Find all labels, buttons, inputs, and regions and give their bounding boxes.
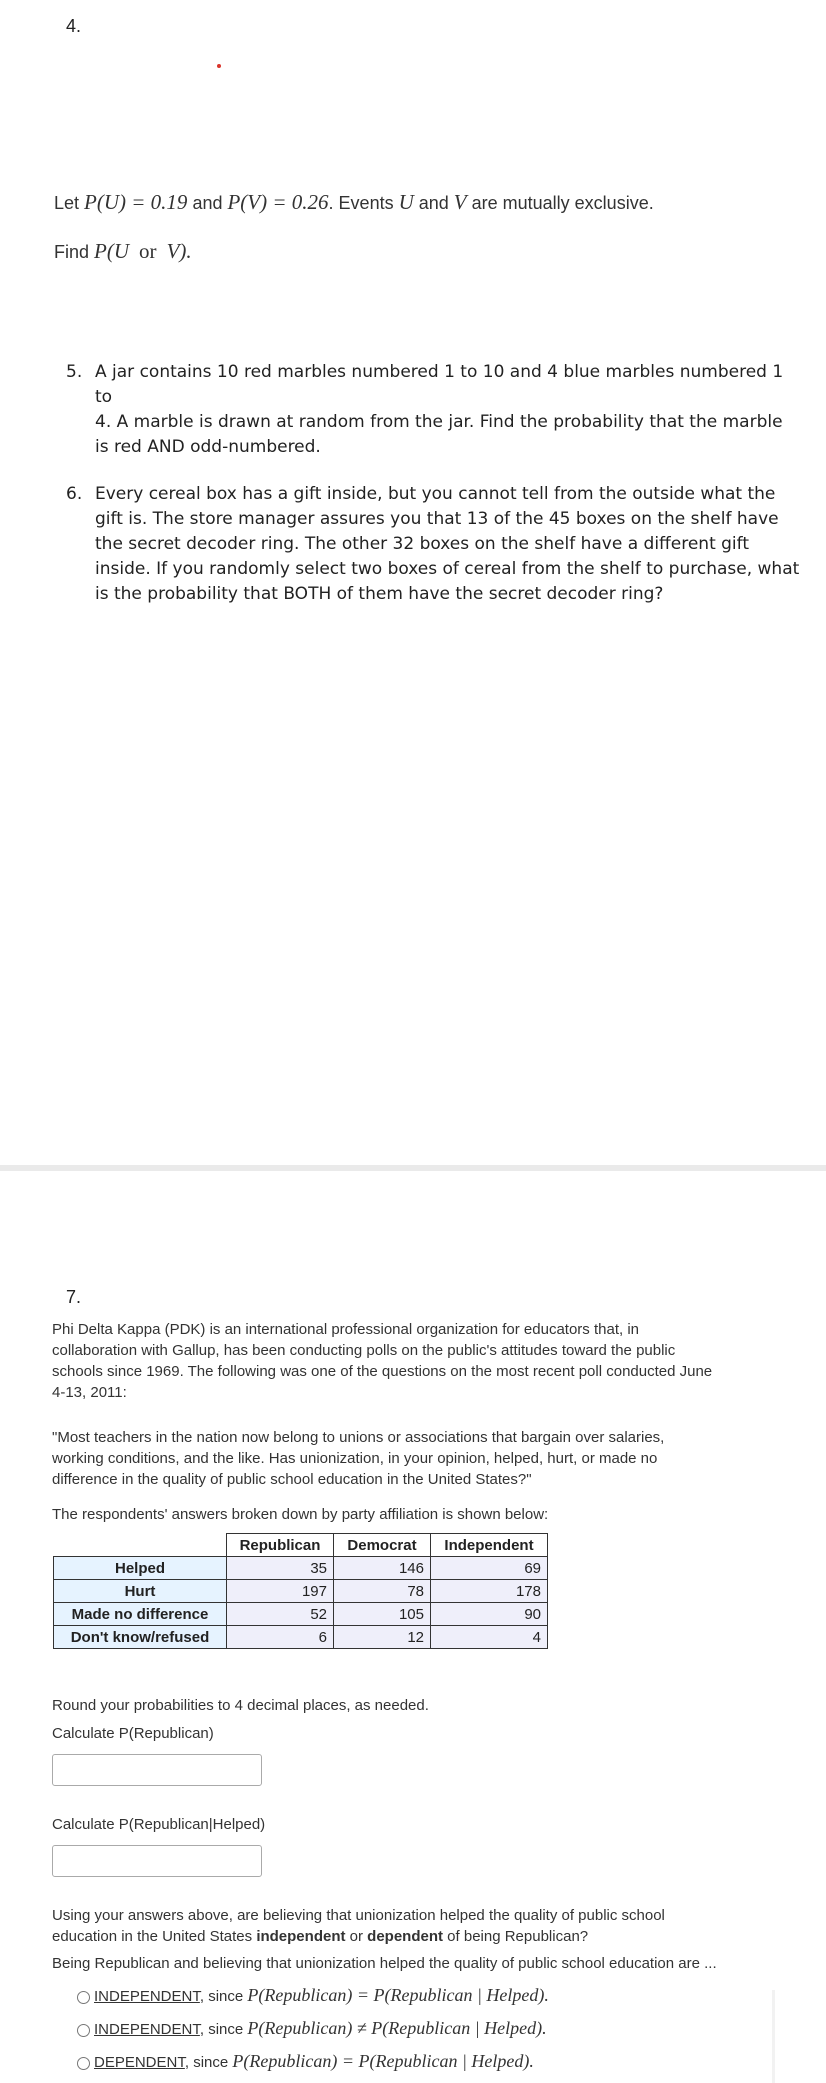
table-cell: 146 [334, 1557, 431, 1580]
q5-line: is red AND odd-numbered. [95, 437, 321, 457]
q7-intro-line: Phi Delta Kappa (PDK) is an international professional organization for educators that, in [52, 1321, 639, 1338]
q7-calc2-label: Calculate P(Republican|Helped) [52, 1816, 266, 1833]
q4-and: and [187, 193, 228, 213]
table-cell: 4 [431, 1626, 548, 1649]
row-header: Helped [54, 1557, 227, 1580]
row-header: Don't know/refused [54, 1626, 227, 1649]
question-7-number: 7. [66, 1287, 82, 1307]
q6-line: is the probability that BOTH of them have the secret decoder ring? [95, 584, 664, 604]
table-row [54, 1626, 548, 1649]
section-divider [0, 1165, 826, 1171]
table-cell: 178 [431, 1580, 548, 1603]
q4-find-a: P(U [94, 239, 130, 263]
q7-using-dependent: dependent [367, 1928, 444, 1945]
q7-calc1-label: Calculate P(Republican) [52, 1725, 214, 1742]
column-header: Republican [227, 1534, 334, 1557]
q4-exclusive: are mutually exclusive. [466, 193, 654, 213]
table-cell: 12 [334, 1626, 431, 1649]
q6-line: Every cereal box has a gift inside, but you cannot tell from the outside what the [95, 484, 776, 504]
q4-v: V [453, 190, 467, 214]
q5-line: 4. A marble is drawn at random from the jar. Find the probability that the marble [95, 412, 783, 432]
q7-intro-line: collaboration with Gallup, has been conducting polls on the public's attitudes toward the public [52, 1342, 676, 1359]
table-cell: 35 [227, 1557, 334, 1580]
q7-intro-line: 4-13, 2011: [52, 1384, 127, 1401]
option-expr: P(Republican) ≠ P(Republican | Helped). [247, 2018, 547, 2038]
option-since: , since [184, 2054, 233, 2071]
p-republican-given-helped-input[interactable] [52, 1845, 262, 1877]
option-independent-not-equal[interactable] [77, 2018, 547, 2039]
column-header: Democrat [334, 1534, 431, 1557]
table-row [54, 1557, 548, 1580]
table-cell: 52 [227, 1603, 334, 1626]
q7-quote [52, 1427, 792, 1490]
q6-line: gift is. The store manager assures you that 13 of the 45 boxes on the shelf have [95, 509, 779, 529]
table-header-row [54, 1534, 548, 1557]
q7-using-line: Using your answers above, are believing that unionization helped the quality of public school [52, 1907, 665, 1924]
table-cell: 69 [431, 1557, 548, 1580]
option-since: , since [199, 1988, 248, 2005]
q7-quote-line: difference in the quality of public school education in the United States?" [52, 1471, 532, 1488]
table-cell: 78 [334, 1580, 431, 1603]
q7-using-e: of being Republican? [443, 1928, 589, 1945]
question-5-text [95, 360, 805, 460]
q7-quote-line: "Most teachers in the nation now belong to unions or associations that bargain over salaries, [52, 1429, 665, 1446]
question-5-number: 5. [66, 362, 83, 382]
q6-line: inside. If you randomly select two boxes of cereal from the shelf to purchase, what [95, 559, 800, 579]
q4-pv: P(V) = 0.26 [227, 190, 329, 214]
q4-let: Let [54, 193, 85, 213]
table-row [54, 1603, 548, 1626]
column-header: Independent [431, 1534, 548, 1557]
contingency-table [53, 1533, 548, 1649]
question-6-text [95, 482, 815, 607]
radio-button[interactable] [77, 1991, 90, 2004]
right-edge-shade [772, 1990, 775, 2083]
question-4-number: 4. [66, 16, 82, 36]
q7-using-a: education in the United States [52, 1928, 257, 1945]
option-word: INDEPENDENT [94, 1988, 200, 2005]
q7-round-note: Round your probabilities to 4 decimal places, as needed. [52, 1697, 429, 1714]
option-dependent-equal[interactable] [77, 2051, 534, 2072]
option-expr: P(Republican) = P(Republican | Helped). [247, 1985, 549, 2005]
table-cell: 90 [431, 1603, 548, 1626]
q7-quote-line: working conditions, and the like. Has unionization, in your opinion, helped, hurt, or made no [52, 1450, 658, 1467]
question-4-find [54, 239, 192, 264]
q4-find-or: or [139, 239, 157, 263]
q7-being-line: Being Republican and believing that unionization helped the quality of public school education are ... [52, 1955, 717, 1972]
q7-using-c: or [345, 1928, 368, 1945]
q4-events: . Events [328, 193, 399, 213]
table-row [54, 1580, 548, 1603]
q7-using-text [52, 1905, 792, 1947]
q7-intro-line: schools since 1969. The following was one of the questions on the most recent poll conducted June [52, 1363, 713, 1380]
q7-intro [52, 1319, 792, 1403]
option-word: DEPENDENT [94, 2054, 185, 2071]
table-corner [54, 1534, 227, 1557]
q7-table-caption: The respondents' answers broken down by party affiliation is shown below: [52, 1506, 549, 1523]
radio-button[interactable] [77, 2057, 90, 2070]
q7-contingency-table [53, 1533, 548, 1649]
table-cell: 197 [227, 1580, 334, 1603]
q4-and2: and [413, 193, 454, 213]
q6-line: the secret decoder ring. The other 32 boxes on the shelf have a different gift [95, 534, 750, 554]
question-6-number: 6. [66, 484, 83, 504]
row-header: Hurt [54, 1580, 227, 1603]
q4-pu: P(U) = 0.19 [84, 190, 188, 214]
p-republican-input[interactable] [52, 1754, 262, 1786]
option-word: INDEPENDENT [94, 2021, 200, 2038]
q4-find: Find [54, 242, 95, 262]
table-cell: 105 [334, 1603, 431, 1626]
option-expr: P(Republican) = P(Republican | Helped). [232, 2051, 534, 2071]
table-cell: 6 [227, 1626, 334, 1649]
option-since: , since [199, 2021, 248, 2038]
q7-using-line2 [52, 1926, 792, 1947]
q4-find-b: V). [166, 239, 192, 263]
row-header: Made no difference [54, 1603, 227, 1626]
radio-button[interactable] [77, 2024, 90, 2037]
red-dot [217, 64, 221, 68]
question-4-statement [54, 190, 654, 215]
option-independent-equal[interactable] [77, 1985, 549, 2006]
q5-line: A jar contains 10 red marbles numbered 1 to 10 and 4 blue marbles numbered 1 to [95, 362, 784, 407]
q7-using-independent: independent [256, 1928, 346, 1945]
q4-u: U [398, 190, 414, 214]
